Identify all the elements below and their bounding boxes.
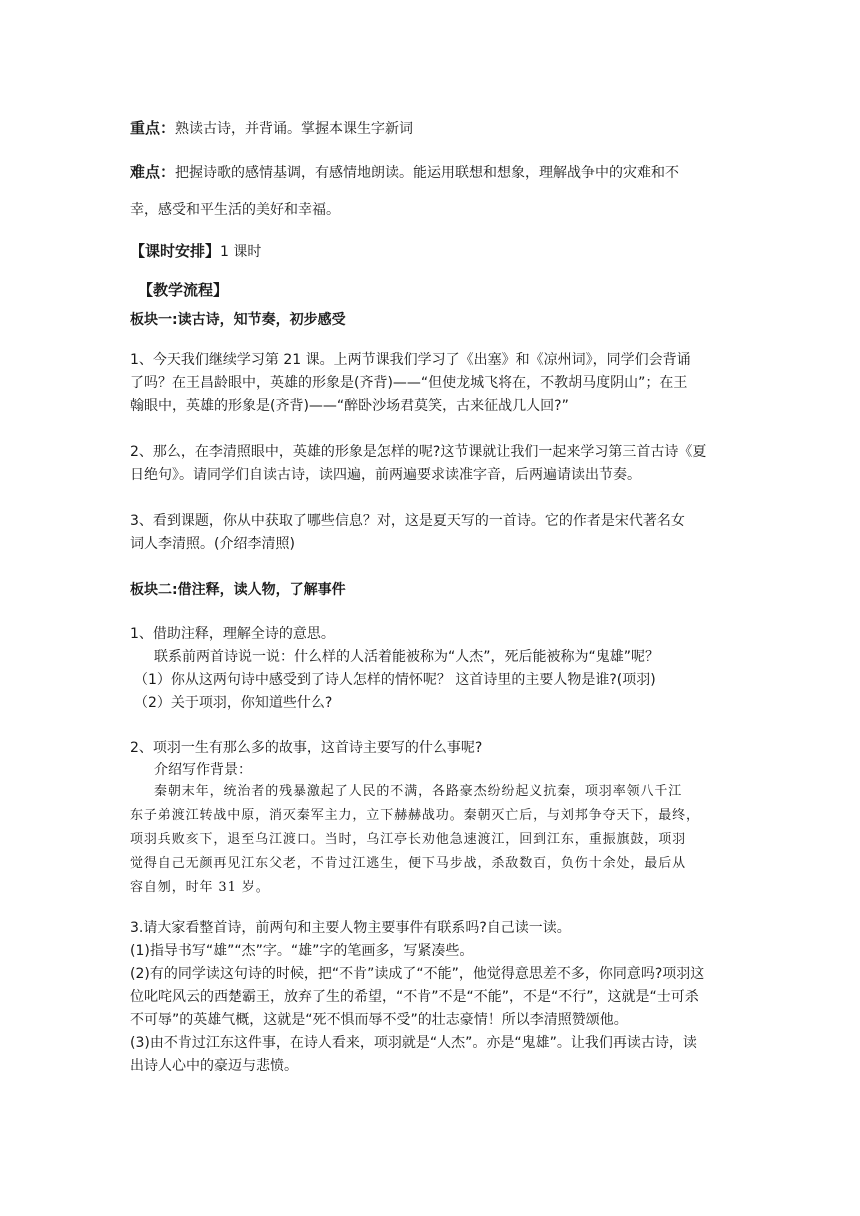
background-line: 秦朝末年，统治者的残暴激起了人民的不满，各路豪杰纷纷起义抗秦，项羽率领八千江: [154, 784, 683, 799]
block1-p2-line: 日绝句》。请同学们自读古诗，读四遍，前两遍要求读准字音，后两遍请读出节奏。: [130, 467, 641, 483]
focus-text: 熟读古诗，并背诵。掌握本课生字新词: [175, 121, 414, 137]
block2-s1-heading: 1、借助注释，理解全诗的意思。: [130, 626, 335, 642]
difficulty-text: 把握诗歌的感情基调，有感情地朗读。能运用联想和想象，理解战争中的灾难和不: [175, 165, 680, 181]
background-line: 觉得自己无颜再见江东父老，不肯过江逃生，便下马步战，杀敌数百，负伤十余处，最后从: [130, 856, 687, 871]
block2-s1-prompt: 联系前两首诗说一说：什么样的人活着能被称为“人杰”，死后能被称为“鬼雄”呢？: [154, 649, 660, 665]
block2-s3-line: (2)有的同学读这句诗的时候，把“不肯”读成了“不能”，他觉得意思差不多，你同意吗?项羽这: [130, 966, 705, 982]
block2-s1-question-1: （1）你从这两句诗中感受到了诗人怎样的情怀呢？ 这首诗里的主要人物是谁?(项羽): [134, 672, 656, 688]
schedule-value: 1 课时: [220, 244, 262, 260]
difficulty-line-2: 幸，感受和平生活的美好和幸福。: [130, 202, 340, 218]
block1-p1-line: 1、今天我们继续学习第 21 课。上两节课我们学习了《出塞》和《凉州词》，同学们会背诵: [130, 352, 691, 368]
block1-title: 板块一:读古诗，知节奏，初步感受: [130, 312, 346, 328]
block1-p3-line: 词人李清照。(介绍李清照): [130, 536, 295, 552]
block2-s3-line: 3.请大家看整首诗，前两句和主要人物主要事件有联系吗?自己读一读。: [130, 920, 571, 936]
focus-line: [130, 118, 413, 139]
block1-p3-line: 3、看到课题，你从中获取了哪些信息？对，这是夏天写的一首诗。它的作者是宋代著名女: [130, 513, 685, 529]
block1-p2-line: 2、那么，在李清照眼中，英雄的形象是怎样的呢?这节课就让我们一起来学习第三首古诗《夏: [130, 444, 707, 460]
block2-s2-heading: 2、项羽一生有那么多的故事，这首诗主要写的什么事呢?: [130, 740, 483, 756]
schedule-label: 【课时安排】: [130, 242, 221, 260]
difficulty-line-1: [130, 162, 679, 183]
background-line: 容自刎，时年 31 岁。: [130, 880, 270, 895]
block1-p1-line: 翰眼中，英雄的形象是(齐背)——“醉卧沙场君莫笑，古来征战几人回?”: [130, 398, 569, 414]
block2-title: 板块二:借注释，读人物，了解事件: [130, 582, 346, 598]
block2-s3-line: 不可辱”的英雄气概，这就是“死不惧而辱不受”的壮志豪情！所以李清照赞颂他。: [130, 1012, 628, 1028]
block1-p1-line: 了吗？在王昌龄眼中，英雄的形象是(齐背)——“但使龙城飞将在，不教胡马度阴山”；在王: [130, 375, 688, 391]
schedule-line: [130, 241, 261, 262]
block2-s3-line: (3)由不肯过江东这件事，在诗人看来，项羽就是“人杰”。亦是“鬼雄”。让我们再读古诗，读: [130, 1035, 697, 1051]
block2-s3-line: (1)指导书写“雄”“杰”字。“雄”字的笔画多，写紧凑些。: [130, 943, 474, 959]
block2-s1-question-2: （2）关于项羽，你知道些什么?: [134, 695, 333, 711]
background-label: 介绍写作背景：: [154, 762, 252, 778]
block2-s3-line: 出诗人心中的豪迈与悲愤。: [130, 1058, 298, 1074]
block2-s3-line: 位叱咤风云的西楚霸王，放弃了生的希望，“不肯”不是“不能”，不是“不行”，这就是“士可杀: [130, 989, 699, 1005]
difficulty-label: 难点：: [130, 163, 176, 181]
focus-label: 重点：: [130, 119, 176, 137]
background-line: 项羽兵败亥下，退至乌江渡口。当时，乌江亭长劝他急速渡江，回到江东，重振旗鼓，项羽: [130, 832, 687, 847]
flow-heading: 【教学流程】: [138, 281, 229, 299]
background-line: 东子弟渡江转战中原，消灭秦军主力，立下赫赫战功。秦朝灭亡后，与刘邦争夺天下，最终，: [130, 808, 700, 823]
